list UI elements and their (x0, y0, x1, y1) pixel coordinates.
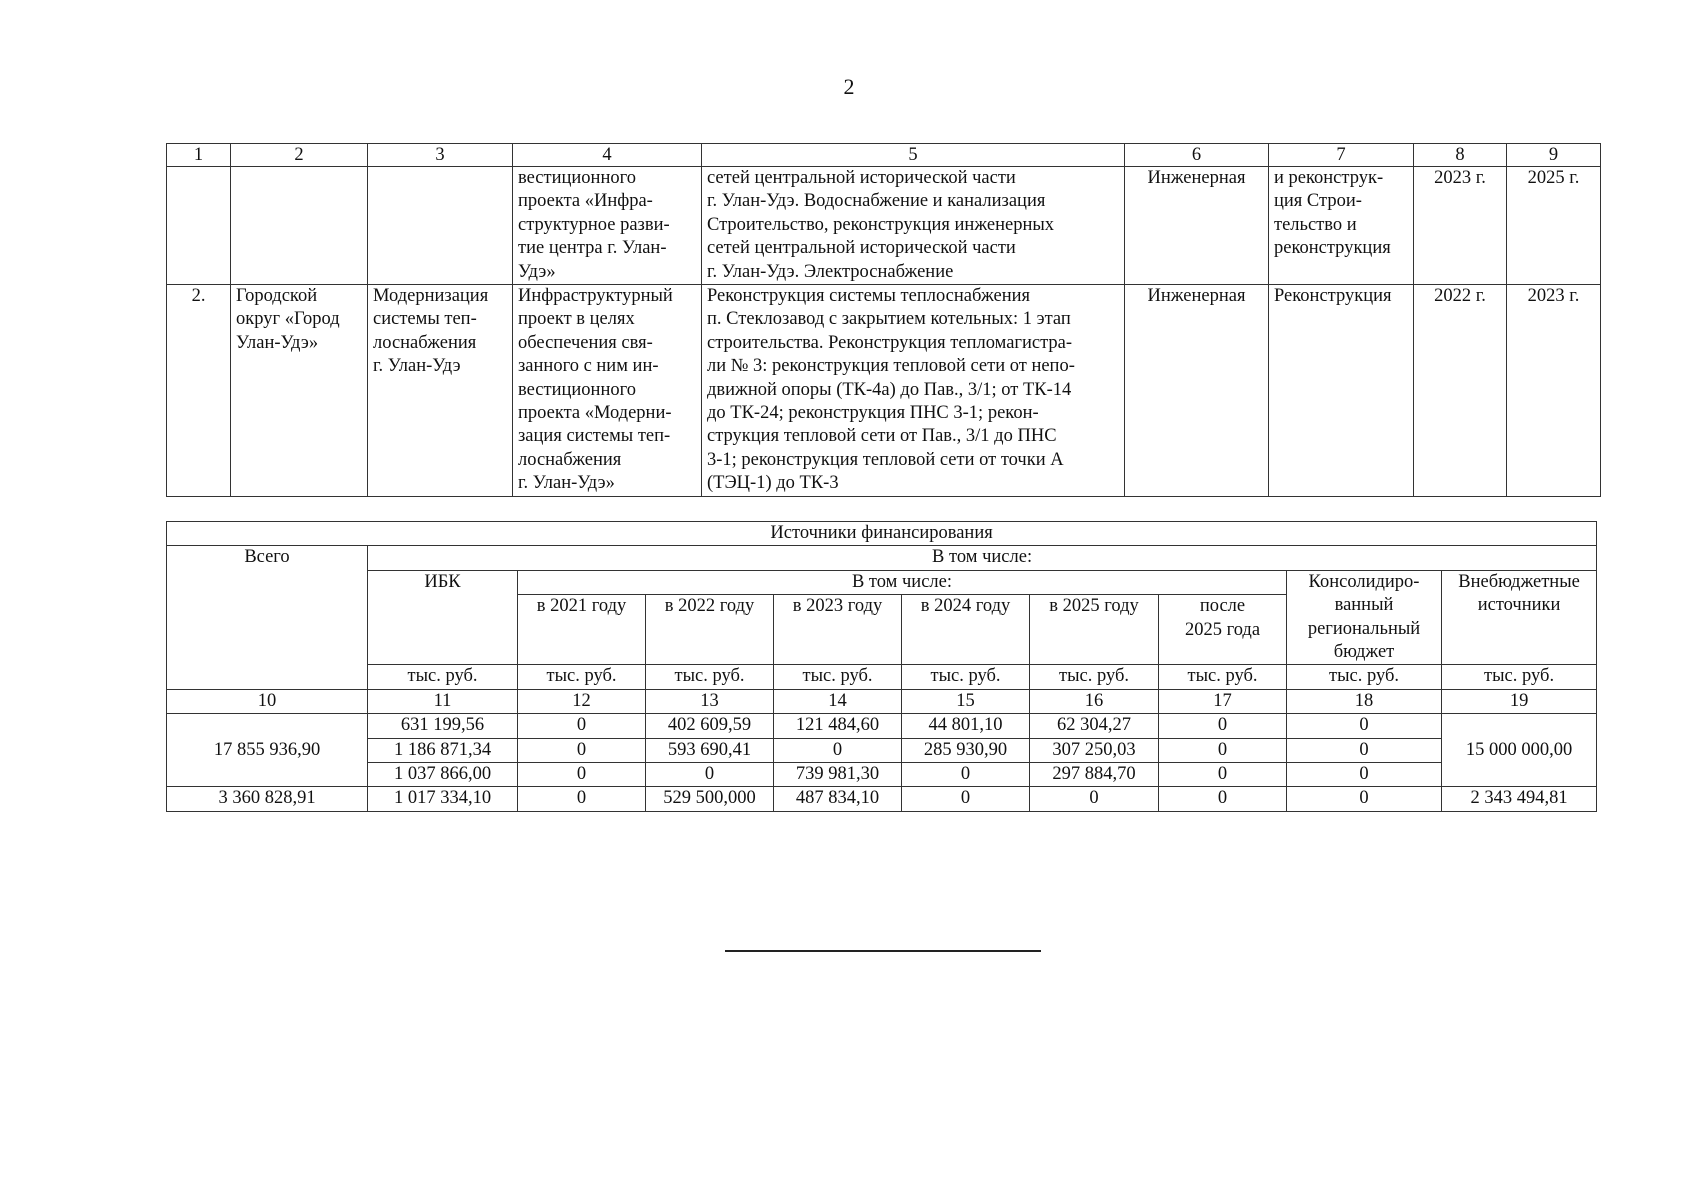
table-row (167, 167, 1601, 285)
table-row (167, 763, 1597, 787)
value-cell: 0 (1287, 738, 1442, 762)
project-type-cell: Инфраструктурный проект в целях обеспечения свя- занного с ним ин- вестиционного проекта «Модерни- зация системы теп- лоснабжения г. Улан-Удэ» (513, 285, 702, 497)
value-cell: 0 (1030, 787, 1159, 811)
description-cell: сетей центральной исторической части г. Улан-Удэ. Водоснабжение и канализация Строительство, реконструкция инженерных сетей центральной исторической части г. Улан-Удэ. Электроснабжение (702, 167, 1125, 285)
unit-label: тыс. руб. (518, 665, 646, 689)
row-number: 2. (167, 285, 231, 497)
value-cell: 487 834,10 (774, 787, 902, 811)
col-number: 12 (518, 689, 646, 713)
value-cell: 0 (518, 738, 646, 762)
col-number: 1 (167, 144, 231, 167)
unit-label: тыс. руб. (1442, 665, 1597, 689)
col-number: 18 (1287, 689, 1442, 713)
total-value: 3 360 828,91 (167, 787, 368, 811)
unit-label: тыс. руб. (1030, 665, 1159, 689)
table-row (167, 285, 1601, 497)
finance-header-row (167, 570, 1597, 595)
finance-title: Источники финансирования (167, 522, 1597, 546)
col-number: 11 (368, 689, 518, 713)
unit-label: тыс. руб. (1159, 665, 1287, 689)
col-number: 6 (1125, 144, 1269, 167)
infrastructure-type-cell: Инженерная (1125, 167, 1269, 285)
infrastructure-type-cell: Инженерная (1125, 285, 1269, 497)
year-2022-header: в 2022 году (646, 595, 774, 665)
year-2023-header: в 2023 году (774, 595, 902, 665)
value-cell: 121 484,60 (774, 714, 902, 738)
value-cell: 44 801,10 (902, 714, 1030, 738)
including2-header: В том числе: (518, 570, 1287, 595)
finance-header-row (167, 546, 1597, 570)
col-number: 3 (368, 144, 513, 167)
year-2025-header: в 2025 году (1030, 595, 1159, 665)
unit-label: тыс. руб. (774, 665, 902, 689)
value-cell: 0 (1287, 763, 1442, 787)
project-name-cell: Модернизация системы теп- лоснабжения г. Улан-Удэ (368, 285, 513, 497)
table-row (167, 714, 1597, 738)
value-cell: 0 (1159, 738, 1287, 762)
value-cell: 1 017 334,10 (368, 787, 518, 811)
table-row (167, 738, 1597, 762)
col-number: 9 (1507, 144, 1601, 167)
col-number: 15 (902, 689, 1030, 713)
total-value: 17 855 936,90 (167, 714, 368, 787)
col-number: 7 (1269, 144, 1414, 167)
col-number: 16 (1030, 689, 1159, 713)
end-year-cell: 2025 г. (1507, 167, 1601, 285)
value-cell: 0 (646, 763, 774, 787)
unit-label: тыс. руб. (646, 665, 774, 689)
unit-label: тыс. руб. (902, 665, 1030, 689)
column-number-row (167, 144, 1601, 167)
value-cell: 631 199,56 (368, 714, 518, 738)
value-cell: 62 304,27 (1030, 714, 1159, 738)
end-rule (725, 950, 1041, 952)
row-number (167, 167, 231, 285)
offbudget-value: 15 000 000,00 (1442, 714, 1597, 787)
end-year-cell: 2023 г. (1507, 285, 1601, 497)
col-number: 19 (1442, 689, 1597, 713)
value-cell: 0 (518, 763, 646, 787)
value-cell: 297 884,70 (1030, 763, 1159, 787)
value-cell: 0 (518, 714, 646, 738)
col-number: 8 (1414, 144, 1507, 167)
value-cell: 0 (774, 738, 902, 762)
municipality-cell (231, 167, 368, 285)
work-type-cell: Реконструкция (1269, 285, 1414, 497)
column-number-row (167, 689, 1597, 713)
start-year-cell: 2023 г. (1414, 167, 1507, 285)
unit-label: тыс. руб. (368, 665, 518, 689)
col-number: 2 (231, 144, 368, 167)
value-cell: 529 500,000 (646, 787, 774, 811)
after-2025-header: после 2025 года (1159, 595, 1287, 665)
description-cell: Реконструкция системы теплоснабжения п. Стеклозавод с закрытием котельных: 1 этап строительства. Реконструкция тепломагистра- ли № 3: реконструкция тепловой сети от непо- движной опоры (ТК-4а) до Пав., 3/1; от ТК-14 до ТК-24; реконструкция ПНС 3-1; рекон- струкция тепловой сети от Пав., 3/1 до ПНС 3-1; реконструкция тепловой сети от точки А (ТЭЦ-1) до ТК-3 (702, 285, 1125, 497)
finance-table (166, 521, 1597, 812)
table-row (167, 787, 1597, 811)
total-header: Всего (167, 546, 368, 689)
col-number: 17 (1159, 689, 1287, 713)
value-cell: 1 037 866,00 (368, 763, 518, 787)
ibk-header: ИБК (368, 570, 518, 665)
value-cell: 0 (1287, 714, 1442, 738)
year-2021-header: в 2021 году (518, 595, 646, 665)
finance-title-row (167, 522, 1597, 546)
project-type-cell: вестиционного проекта «Инфра- структурное разви- тие центра г. Улан- Удэ» (513, 167, 702, 285)
value-cell: 307 250,03 (1030, 738, 1159, 762)
value-cell: 0 (1159, 763, 1287, 787)
value-cell: 285 930,90 (902, 738, 1030, 762)
col-number: 14 (774, 689, 902, 713)
start-year-cell: 2022 г. (1414, 285, 1507, 497)
value-cell: 0 (1159, 714, 1287, 738)
including-header: В том числе: (368, 546, 1597, 570)
offbudget-header: Внебюджетные источники (1442, 570, 1597, 665)
col-number: 10 (167, 689, 368, 713)
value-cell: 0 (1159, 787, 1287, 811)
value-cell: 0 (902, 763, 1030, 787)
value-cell: 0 (518, 787, 646, 811)
offbudget-value: 2 343 494,81 (1442, 787, 1597, 811)
page-number: 2 (843, 74, 855, 99)
municipality-cell: Городской округ «Город Улан-Удэ» (231, 285, 368, 497)
value-cell: 402 609,59 (646, 714, 774, 738)
value-cell: 1 186 871,34 (368, 738, 518, 762)
unit-label: тыс. руб. (1287, 665, 1442, 689)
col-number: 13 (646, 689, 774, 713)
value-cell: 0 (902, 787, 1030, 811)
regional-budget-header: Консолидиро- ванный региональный бюджет (1287, 570, 1442, 665)
work-type-cell: и реконструк- ция Строи- тельство и реконструкция (1269, 167, 1414, 285)
unit-row (167, 665, 1597, 689)
year-2024-header: в 2024 году (902, 595, 1030, 665)
project-table (166, 143, 1601, 497)
value-cell: 0 (1287, 787, 1442, 811)
value-cell: 593 690,41 (646, 738, 774, 762)
value-cell: 739 981,30 (774, 763, 902, 787)
project-name-cell (368, 167, 513, 285)
col-number: 4 (513, 144, 702, 167)
col-number: 5 (702, 144, 1125, 167)
